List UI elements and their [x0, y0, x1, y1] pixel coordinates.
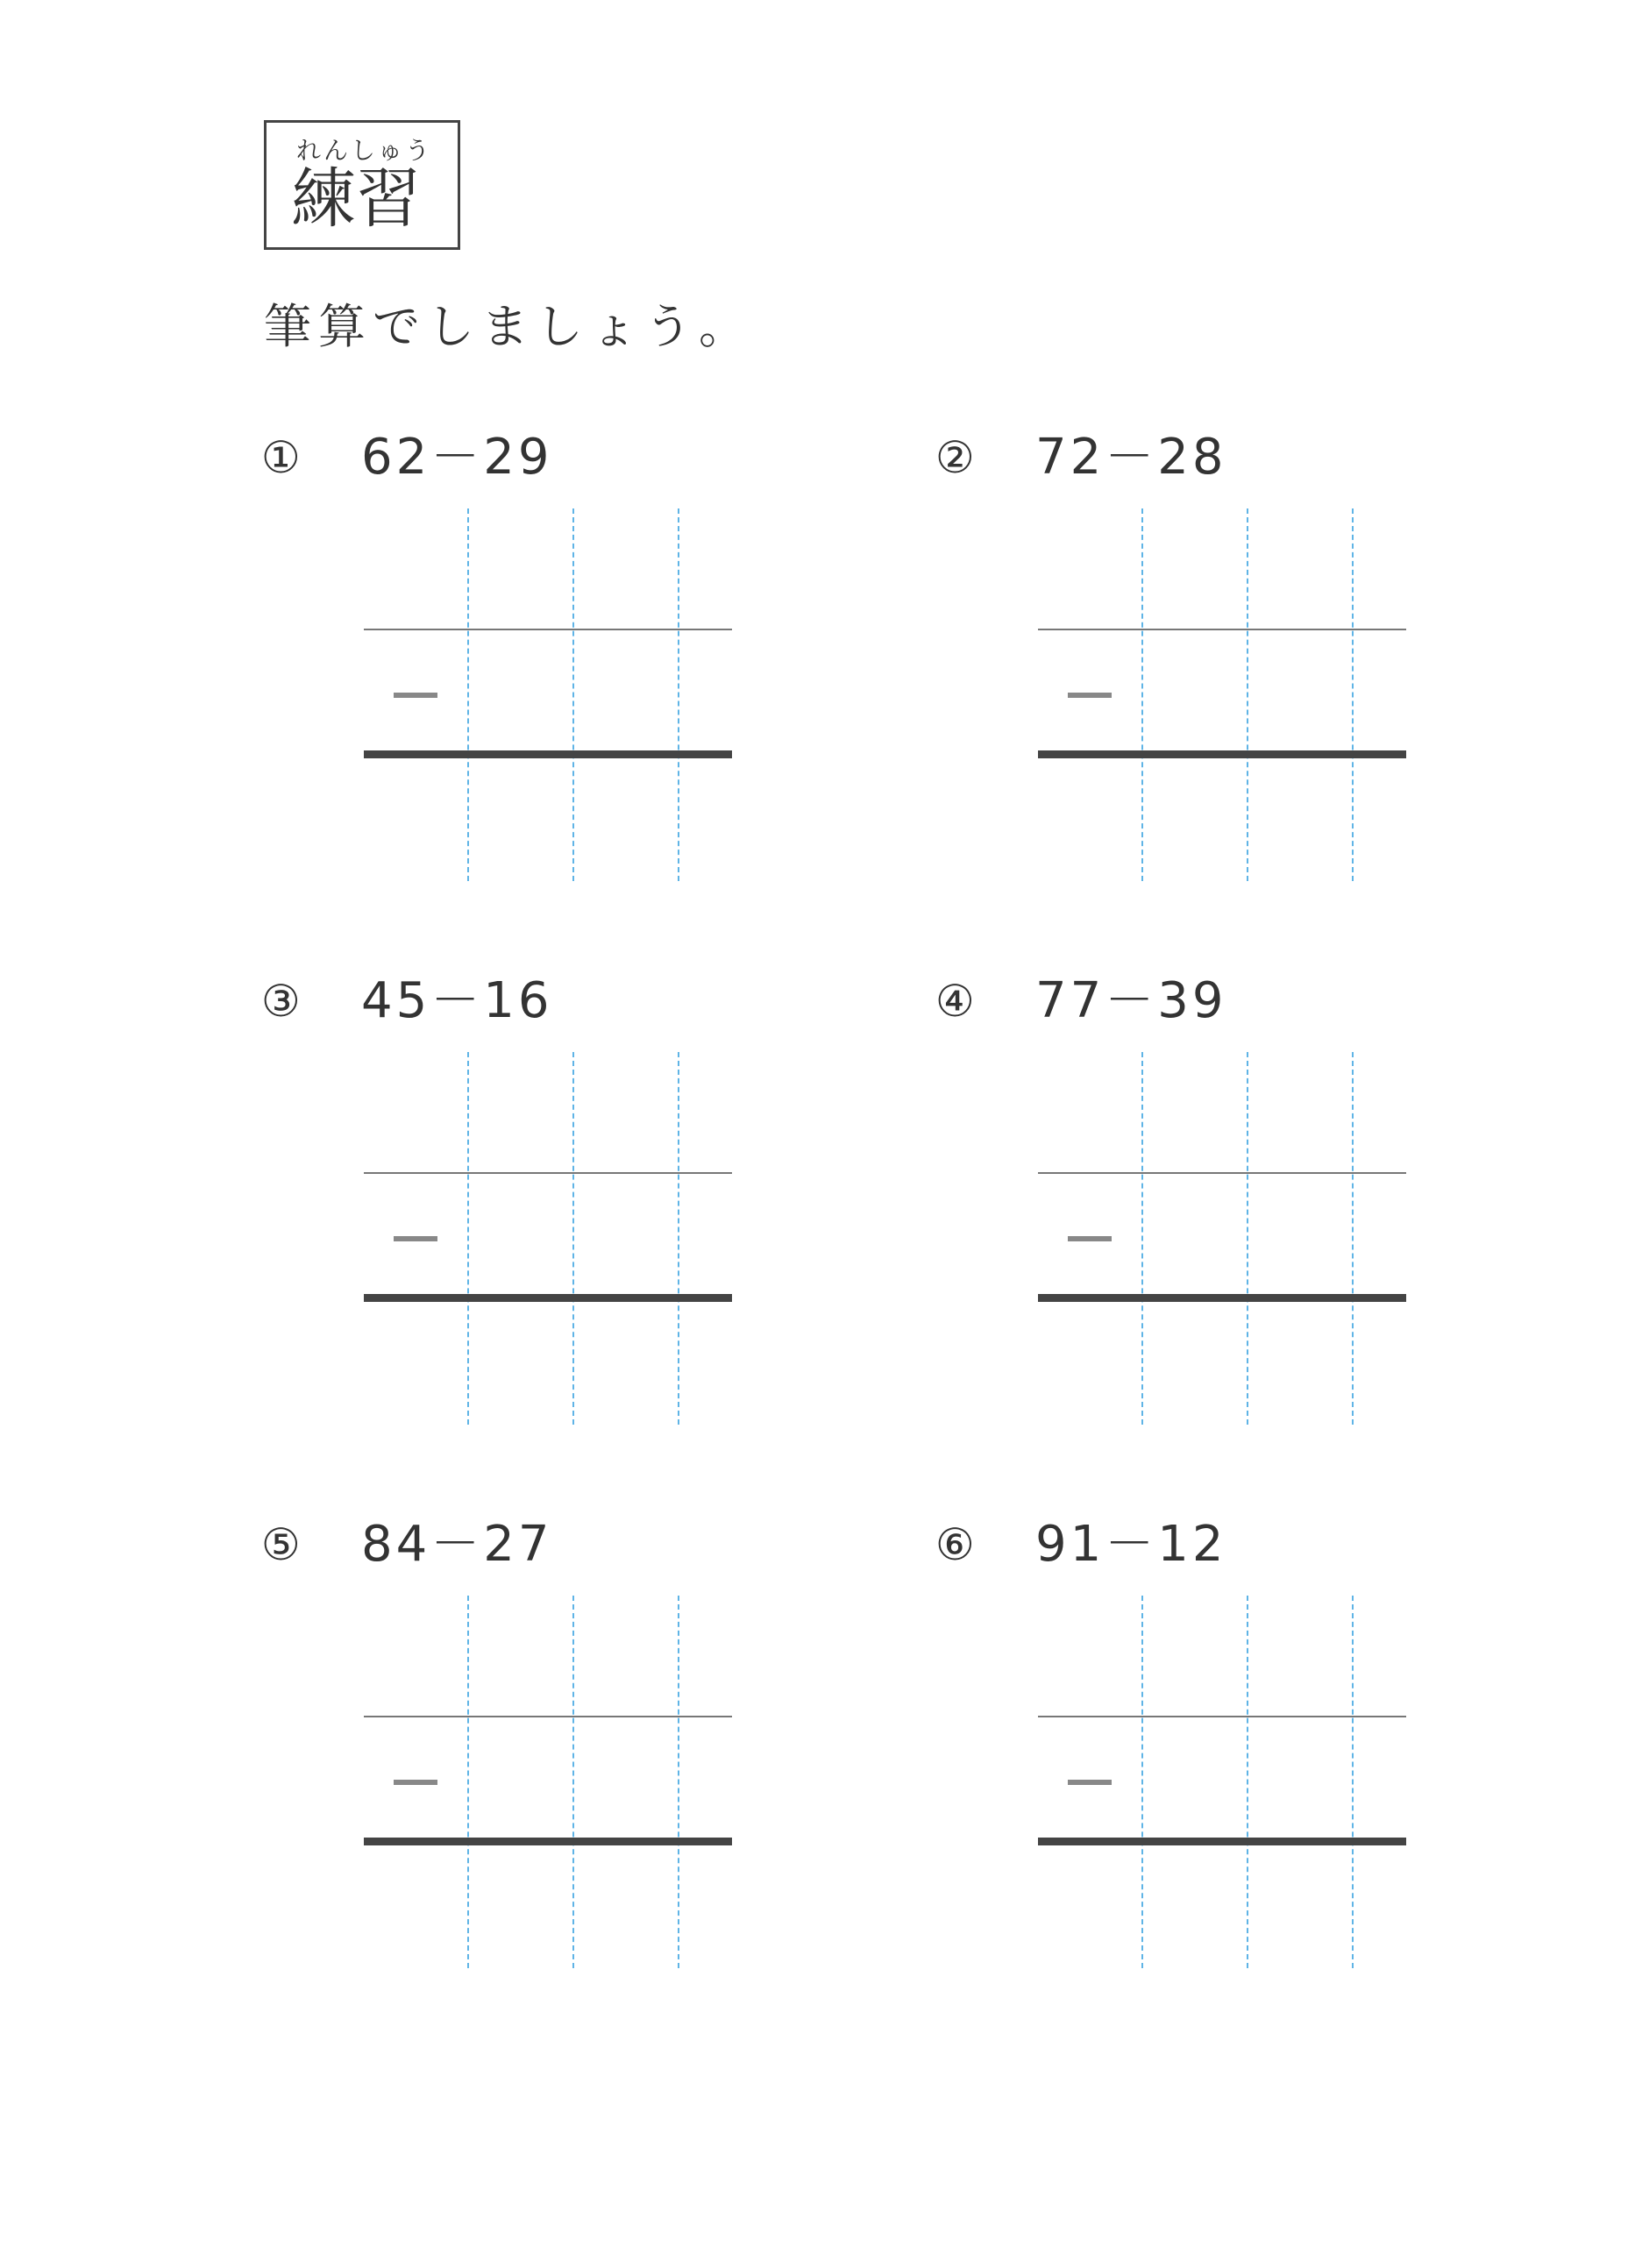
thick-rule [364, 750, 732, 758]
problem-2 [935, 430, 1374, 921]
dashed-column-line [1352, 1052, 1354, 1425]
problem-number: ⑥ [935, 1519, 975, 1570]
problem-number: ① [261, 432, 301, 483]
problem-1 [261, 430, 700, 921]
thick-rule [364, 1294, 732, 1302]
problem-5 [261, 1517, 700, 2008]
minus-sign-icon [1068, 1780, 1112, 1785]
dashed-column-line [1247, 1052, 1248, 1425]
minus-sign-icon [1068, 693, 1112, 698]
thin-rule [364, 1716, 732, 1717]
dashed-column-line [678, 508, 679, 881]
minus-sign-icon [1068, 1236, 1112, 1241]
column-grid [1038, 1052, 1406, 1425]
dashed-column-line [1141, 1052, 1143, 1425]
problem-6 [935, 1517, 1374, 2008]
dashed-column-line [678, 1052, 679, 1425]
problem-number: ⑤ [261, 1519, 301, 1570]
page-title: 練習 [291, 161, 421, 237]
minus-sign-icon [394, 693, 437, 698]
dashed-column-line [572, 1052, 574, 1425]
instruction-text: 筆算でしましょう。 [264, 299, 753, 354]
column-grid [1038, 508, 1406, 881]
problem-4 [935, 973, 1374, 1464]
problem-number: ② [935, 432, 975, 483]
dashed-column-line [1247, 1596, 1248, 1968]
dashed-column-line [1352, 1596, 1354, 1968]
problem-expression: 72－28 [1035, 429, 1227, 486]
thick-rule [1038, 1838, 1406, 1845]
column-grid [364, 1596, 732, 1968]
dashed-column-line [467, 1596, 469, 1968]
dashed-column-line [572, 508, 574, 881]
dashed-column-line [1141, 1596, 1143, 1968]
dashed-column-line [1141, 508, 1143, 881]
problem-expression: 91－12 [1035, 1516, 1227, 1573]
minus-sign-icon [394, 1780, 437, 1785]
dashed-column-line [467, 508, 469, 881]
thin-rule [364, 1172, 732, 1174]
thin-rule [1038, 1172, 1406, 1174]
dashed-column-line [467, 1052, 469, 1425]
problem-expression: 62－29 [361, 429, 553, 486]
dashed-column-line [1247, 508, 1248, 881]
thick-rule [1038, 750, 1406, 758]
problem-expression: 45－16 [361, 972, 553, 1029]
title-ruby: れんしゅう [296, 136, 433, 165]
problem-expression: 77－39 [1035, 972, 1227, 1029]
column-grid [1038, 1596, 1406, 1968]
problem-number: ③ [261, 976, 301, 1027]
thick-rule [1038, 1294, 1406, 1302]
thin-rule [1038, 629, 1406, 630]
problem-expression: 84－27 [361, 1516, 553, 1573]
thin-rule [364, 629, 732, 630]
dashed-column-line [1352, 508, 1354, 881]
problem-3 [261, 973, 700, 1464]
thick-rule [364, 1838, 732, 1845]
problem-number: ④ [935, 976, 975, 1027]
dashed-column-line [572, 1596, 574, 1968]
column-grid [364, 1052, 732, 1425]
dashed-column-line [678, 1596, 679, 1968]
minus-sign-icon [394, 1236, 437, 1241]
column-grid [364, 508, 732, 881]
title-box [264, 120, 460, 250]
thin-rule [1038, 1716, 1406, 1717]
